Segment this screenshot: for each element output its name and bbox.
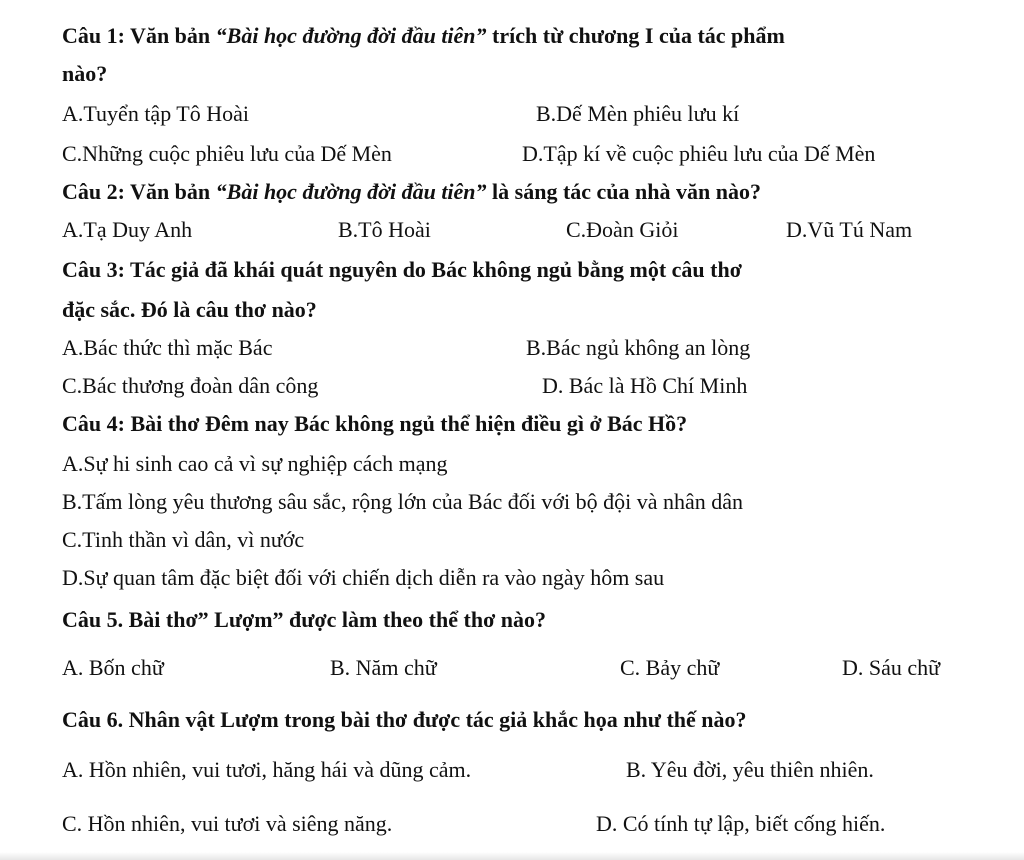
question-5-option-b[interactable]: B. Năm chữ [330, 655, 437, 680]
question-2-option-d[interactable]: D.Vũ Tú Nam [786, 217, 913, 242]
question-1-continuation: nào? [62, 61, 108, 86]
question-4-option-a-row [0, 446, 1024, 482]
question-2-option-c[interactable]: C.Đoàn Giỏi [566, 217, 679, 242]
question-5 [0, 602, 1024, 638]
question-3-continuation: đặc sắc. Đó là câu thơ nào? [62, 297, 317, 322]
question-6 [0, 702, 1024, 738]
question-6-option-a[interactable]: A. Hồn nhiên, vui tươi, hăng hái và dũng cảm. [62, 757, 472, 782]
question-2-options-row [0, 212, 1024, 248]
question-2-text-end: là sáng tác của nhà văn nào? [486, 179, 761, 204]
question-2-text: Câu 2: Văn bản [62, 179, 216, 204]
question-3-option-a[interactable]: A.Bác thức thì mặc Bác [62, 335, 273, 360]
question-6-option-c[interactable]: C. Hồn nhiên, vui tươi và siêng năng. [62, 811, 393, 836]
question-3-options-row-1 [0, 330, 1024, 366]
question-1-options-row-1 [0, 96, 1024, 132]
question-6-text: Câu 6. Nhân vật Lượm trong bài thơ được tác giả khắc họa như thế nào? [62, 707, 747, 732]
question-1-option-d[interactable]: D.Tập kí về cuộc phiêu lưu của Dế Mèn [522, 141, 876, 166]
question-6-options-row-1 [0, 752, 1024, 788]
question-4-option-b-row [0, 484, 1024, 520]
question-4-option-d-row [0, 560, 1024, 596]
question-1-option-a[interactable]: A.Tuyển tập Tô Hoài [62, 101, 249, 126]
question-3-option-c[interactable]: C.Bác thương đoàn dân công [62, 373, 319, 398]
question-5-option-c[interactable]: C. Bảy chữ [620, 655, 720, 680]
question-1-text: Câu 1: Văn bản [62, 23, 216, 48]
question-1-text-end: trích từ chương I của tác phẩm [486, 23, 785, 48]
question-2-title: “Bài học đường đời đầu tiên” [215, 179, 487, 204]
question-1-option-c[interactable]: C.Những cuộc phiêu lưu của Dế Mèn [62, 141, 392, 166]
question-1-options-row-2 [0, 136, 1024, 172]
question-2-option-b[interactable]: B.Tô Hoài [338, 217, 431, 242]
question-6-option-b[interactable]: B. Yêu đời, yêu thiên nhiên. [626, 757, 874, 782]
question-5-text: Câu 5. Bài thơ” Lượm” được làm theo thể thơ nào? [62, 607, 546, 632]
question-3 [0, 252, 1024, 288]
question-5-options-row [0, 650, 1024, 686]
question-3-options-row-2 [0, 368, 1024, 404]
question-4-option-b[interactable]: B.Tấm lòng yêu thương sâu sắc, rộng lớn của Bác đối với bộ đội và nhân dân [62, 489, 744, 514]
question-3-text: Câu 3: Tác giả đã khái quát nguyên do Bác không ngủ bằng một câu thơ [62, 257, 742, 282]
question-4-option-c-row [0, 522, 1024, 558]
question-2-option-a[interactable]: A.Tạ Duy Anh [62, 217, 193, 242]
question-3-option-b[interactable]: B.Bác ngủ không an lòng [526, 335, 751, 360]
page-bottom-edge [0, 852, 1024, 860]
question-5-option-a[interactable]: A. Bốn chữ [62, 655, 164, 680]
question-3-option-d[interactable]: D. Bác là Hồ Chí Minh [542, 373, 748, 398]
question-6-option-d[interactable]: D. Có tính tự lập, biết cống hiến. [596, 811, 886, 836]
question-4-option-c[interactable]: C.Tinh thần vì dân, vì nước [62, 527, 305, 552]
question-2 [0, 174, 1024, 210]
question-4 [0, 406, 1024, 442]
question-6-options-row-2 [0, 806, 1024, 842]
question-4-option-a[interactable]: A.Sự hi sinh cao cả vì sự nghiệp cách mạng [62, 451, 448, 476]
question-4-option-d[interactable]: D.Sự quan tâm đặc biệt đối với chiến dịch diễn ra vào ngày hôm sau [62, 565, 665, 590]
question-4-text: Câu 4: Bài thơ Đêm nay Bác không ngủ thể hiện điều gì ở Bác Hồ? [62, 411, 688, 436]
question-1 [0, 18, 1024, 54]
question-1-title: “Bài học đường đời đầu tiên” [215, 23, 487, 48]
question-5-option-d[interactable]: D. Sáu chữ [842, 655, 941, 680]
question-1-option-b[interactable]: B.Dế Mèn phiêu lưu kí [536, 101, 740, 126]
